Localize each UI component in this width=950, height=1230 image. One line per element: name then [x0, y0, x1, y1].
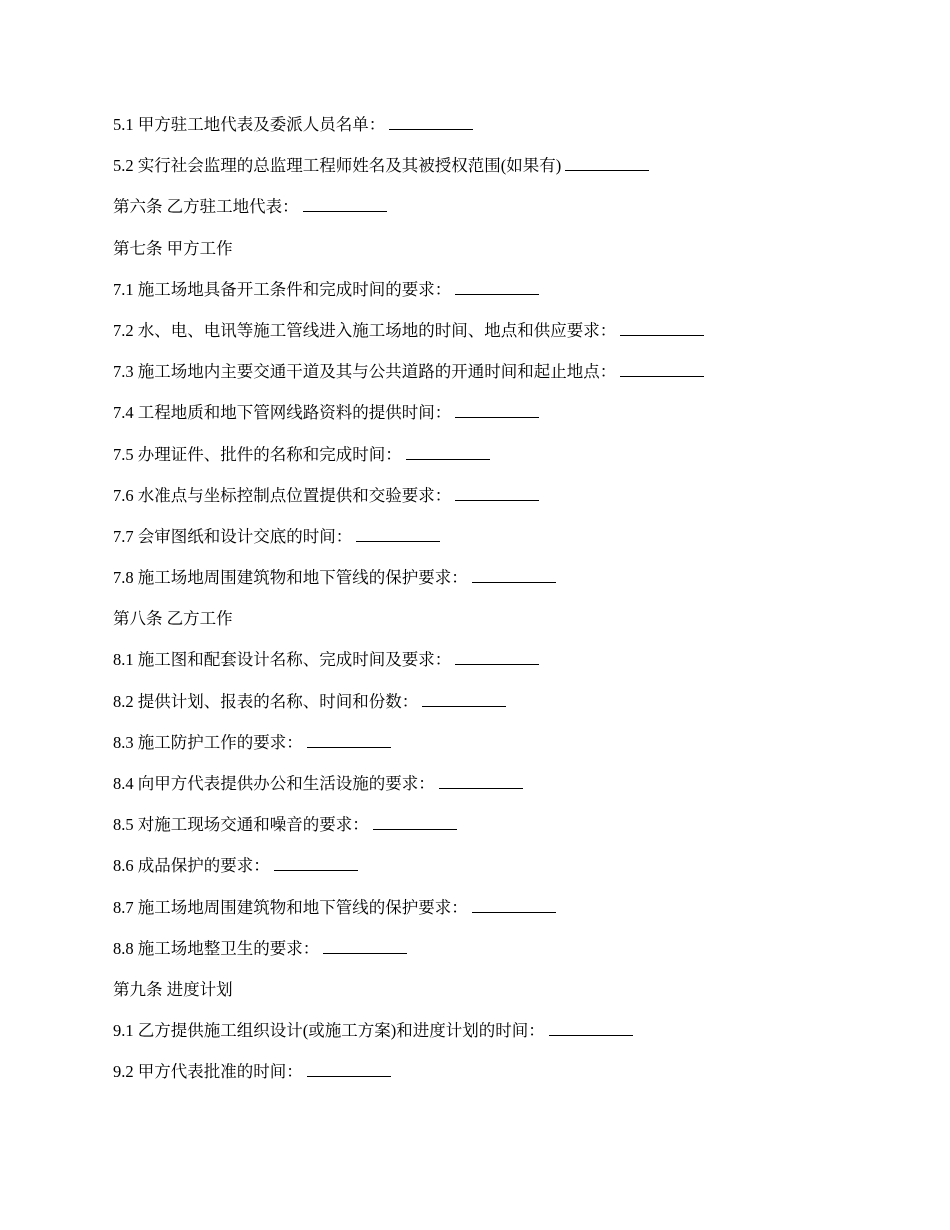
fill-blank[interactable]	[356, 540, 440, 542]
clause-text: 8.3 施工防护工作的要求：	[113, 732, 303, 752]
clause-line	[113, 1058, 853, 1099]
fill-blank[interactable]	[472, 911, 556, 913]
clause-text: 7.5 办理证件、批件的名称和完成时间：	[113, 444, 402, 464]
clause-text: 8.7 施工场地周围建筑物和地下管线的保护要求：	[113, 897, 468, 917]
clause-text: 8.2 提供计划、报表的名称、时间和份数：	[113, 691, 419, 711]
section-heading	[113, 235, 853, 276]
clause-text: 7.2 水、电、电讯等施工管线进入施工场地的时间、地点和供应要求：	[113, 320, 617, 340]
clause-text: 7.4 工程地质和地下管网线路资料的提供时间：	[113, 403, 452, 423]
clause-line	[113, 276, 853, 317]
fill-blank[interactable]	[406, 458, 490, 460]
clause-line	[113, 646, 853, 687]
clause-text: 5.2 实行社会监理的总监理工程师姓名及其被授权范围(如果有)	[113, 156, 562, 176]
clause-text: 7.7 会审图纸和设计交底的时间：	[113, 526, 353, 546]
fill-blank[interactable]	[620, 334, 704, 336]
fill-blank[interactable]	[274, 869, 358, 871]
clause-line	[113, 441, 853, 482]
clause-line	[113, 852, 853, 893]
fill-blank[interactable]	[455, 416, 539, 418]
clause-line	[113, 1017, 853, 1058]
clause-line	[113, 523, 853, 564]
document-body	[113, 111, 853, 1100]
fill-blank[interactable]	[323, 952, 407, 954]
clause-line	[113, 770, 853, 811]
fill-blank[interactable]	[549, 1034, 633, 1036]
fill-blank[interactable]	[455, 663, 539, 665]
heading-text: 第九条 进度计划	[113, 979, 233, 999]
clause-text: 8.4 向甲方代表提供办公和生活设施的要求：	[113, 774, 435, 793]
clause-text: 9.2 甲方代表批准的时间：	[113, 1062, 303, 1082]
fill-blank[interactable]	[565, 169, 649, 171]
clause-line	[113, 935, 853, 976]
heading-text: 第八条 乙方工作	[113, 609, 233, 629]
clause-line	[113, 811, 853, 852]
clause-line	[113, 317, 853, 358]
clause-line	[113, 111, 853, 152]
fill-blank[interactable]	[455, 499, 539, 501]
section-heading	[113, 193, 853, 234]
clause-text: 5.1 甲方驻工地代表及委派人员名单：	[113, 115, 386, 134]
clause-text: 7.8 施工场地周围建筑物和地下管线的保护要求：	[113, 568, 468, 588]
clause-text: 7.6 水准点与坐标控制点位置提供和交验要求：	[113, 485, 452, 505]
clause-line	[113, 152, 853, 193]
clause-line	[113, 894, 853, 935]
section-heading	[113, 976, 853, 1017]
clause-line	[113, 399, 853, 440]
fill-blank[interactable]	[373, 828, 457, 830]
clause-text: 8.8 施工场地整卫生的要求：	[113, 938, 320, 958]
clause-text: 7.1 施工场地具备开工条件和完成时间的要求：	[113, 279, 452, 299]
clause-text: 第六条 乙方驻工地代表：	[113, 197, 299, 217]
clause-text: 8.1 施工图和配套设计名称、完成时间及要求：	[113, 650, 452, 670]
clause-text: 8.6 成品保护的要求：	[113, 856, 270, 876]
section-heading	[113, 605, 853, 646]
clause-line	[113, 358, 853, 399]
clause-text: 8.5 对施工现场交通和噪音的要求：	[113, 815, 369, 835]
fill-blank[interactable]	[472, 581, 556, 583]
clause-text: 9.1 乙方提供施工组织设计(或施工方案)和进度计划的时间：	[113, 1021, 545, 1041]
fill-blank[interactable]	[620, 375, 704, 377]
heading-text: 第七条 甲方工作	[113, 238, 233, 258]
clause-line	[113, 688, 853, 729]
fill-blank[interactable]	[455, 293, 539, 295]
clause-text: 7.3 施工场地内主要交通干道及其与公共道路的开通时间和起止地点：	[113, 362, 617, 382]
fill-blank[interactable]	[422, 705, 506, 707]
clause-line	[113, 564, 853, 605]
fill-blank[interactable]	[307, 746, 391, 748]
fill-blank[interactable]	[439, 787, 523, 789]
fill-blank[interactable]	[307, 1075, 391, 1077]
clause-line	[113, 729, 853, 770]
clause-line	[113, 482, 853, 523]
fill-blank[interactable]	[389, 128, 473, 130]
fill-blank[interactable]	[303, 210, 387, 212]
